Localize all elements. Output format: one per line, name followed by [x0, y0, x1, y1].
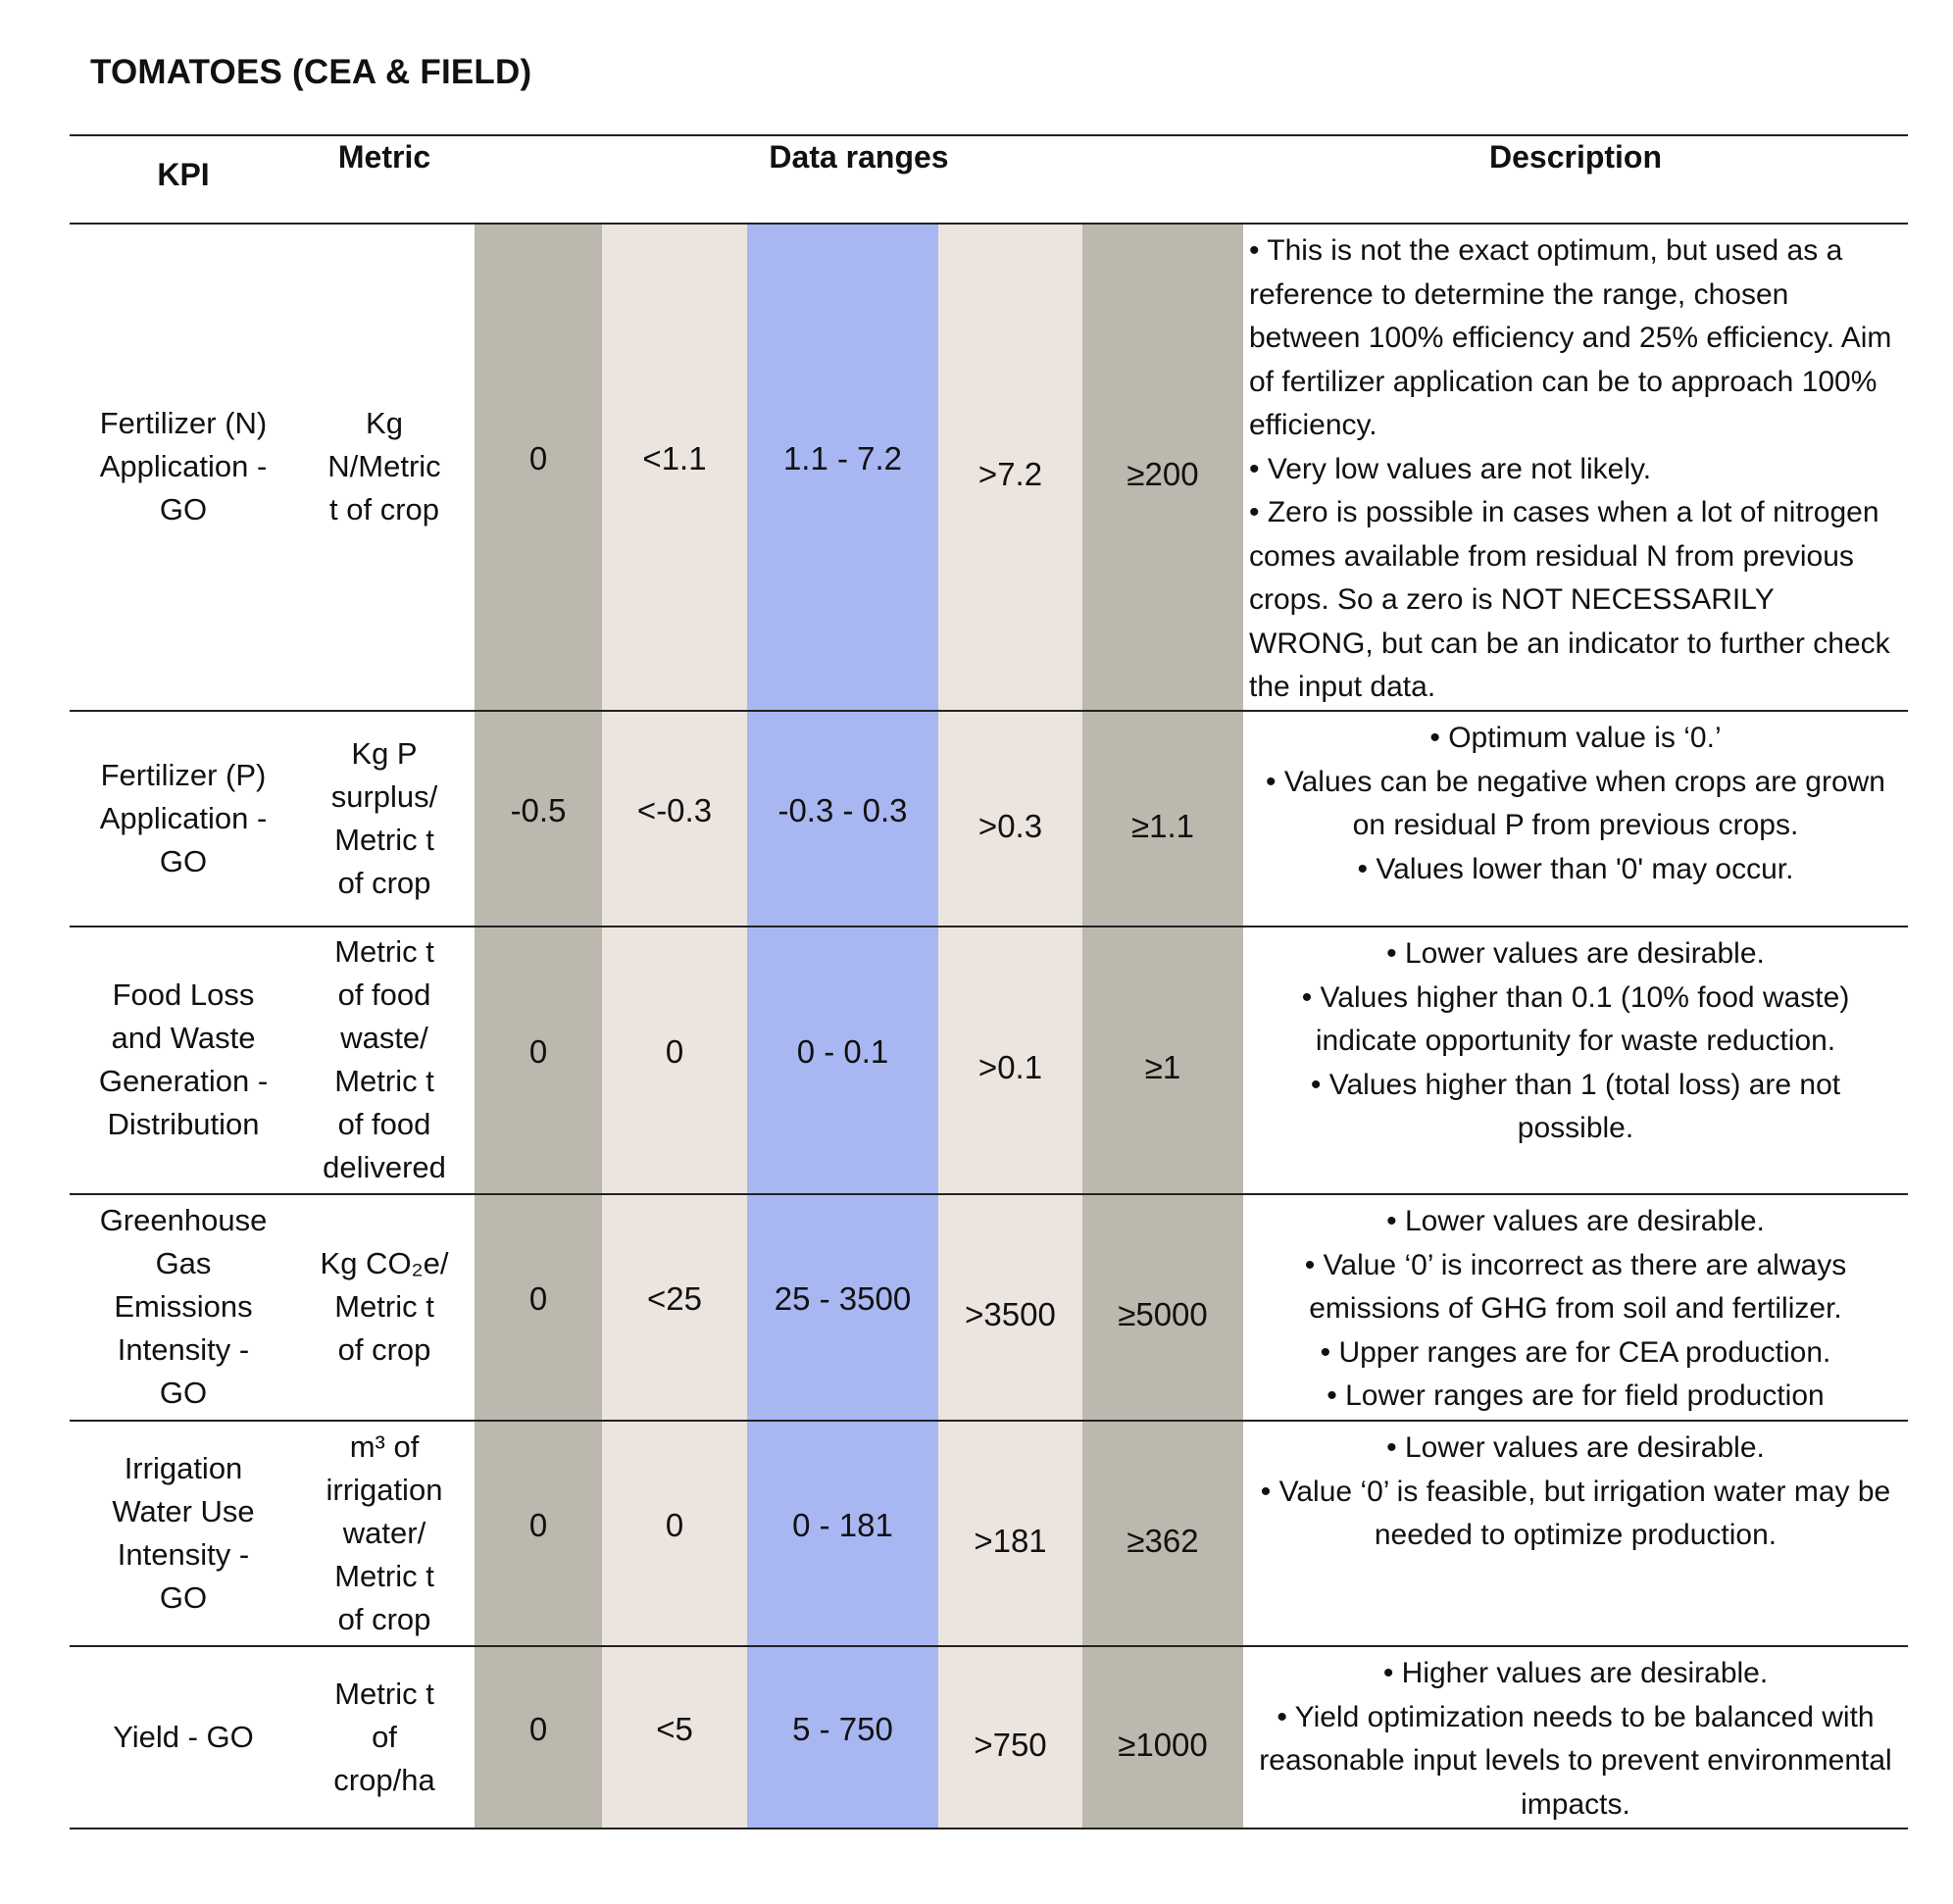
- text-line: • Yield optimization needs to be balanced with reasonable input levels to prevent environmental impacts.: [1259, 1700, 1892, 1821]
- text-line: Emissions: [114, 1289, 253, 1324]
- range-value-5: ≥1: [1144, 1049, 1181, 1085]
- text-line: • Very low values are not likely.: [1249, 452, 1652, 485]
- range-value-3: 1.1 - 7.2: [782, 440, 903, 476]
- text-line: Application -: [99, 800, 268, 835]
- text-line: Greenhouse: [99, 1203, 268, 1237]
- text-line: • Values higher than 1 (total loss) are not possible.: [1310, 1068, 1841, 1144]
- text-line: m³ of: [349, 1428, 420, 1464]
- header-data-ranges: Data ranges: [769, 139, 949, 175]
- text-line: • Value ‘0’ is incorrect as there are always emissions of GHG from soil and fertilizer.: [1304, 1248, 1847, 1325]
- text-line: • Lower ranges are for field production: [1327, 1379, 1825, 1412]
- range-value-5: ≥200: [1127, 456, 1199, 492]
- text-line: Kg P: [351, 735, 418, 771]
- text-line: Metric t: [334, 1676, 434, 1711]
- text-line: Metric t: [334, 1558, 434, 1593]
- range-value-4: >750: [974, 1726, 1047, 1763]
- text-line: Kg CO₂e/: [320, 1246, 449, 1280]
- range-value-2: 0: [665, 1033, 684, 1070]
- text-line: surplus/: [330, 778, 438, 814]
- text-line: • Values can be negative when crops are grown on residual P from previous crops.: [1266, 765, 1885, 841]
- text-line: GO: [159, 843, 208, 878]
- page-title: TOMATOES (CEA & FIELD): [90, 53, 532, 91]
- range-value-1: 0: [528, 1710, 548, 1747]
- range-value-3: 0 - 181: [792, 1506, 893, 1543]
- text-line: • Upper ranges are for CEA production.: [1320, 1335, 1831, 1369]
- text-line: • Lower values are desirable.: [1386, 1205, 1765, 1237]
- text-line: Fertilizer (N): [99, 406, 268, 440]
- header-kpi: KPI: [157, 157, 210, 192]
- range-value-3: 0 - 0.1: [796, 1033, 889, 1070]
- text-line: Food Loss: [112, 977, 255, 1012]
- kpi-cell: [70, 1646, 297, 1828]
- text-line: t of crop: [329, 492, 439, 526]
- text-line: • Higher values are desirable.: [1382, 1657, 1769, 1689]
- text-line: • Values lower than '0' may occur.: [1357, 852, 1794, 885]
- text-line: and Waste: [111, 1021, 256, 1055]
- range-value-5: ≥5000: [1118, 1296, 1208, 1332]
- range-value-1: 0: [528, 440, 548, 476]
- text-line: water/: [342, 1515, 426, 1550]
- text-line: Yield - GO: [113, 1719, 254, 1754]
- text-line: delivered: [323, 1150, 446, 1184]
- text-line: Fertilizer (P): [100, 757, 267, 792]
- range-value-4: >0.3: [977, 807, 1043, 844]
- description-cell: [1249, 1200, 1902, 1419]
- metric-cell: [296, 1646, 473, 1828]
- range-value-5: ≥362: [1127, 1522, 1199, 1559]
- text-line: • Value ‘0’ is feasible, but irrigation water may be needed to optimize production.: [1260, 1475, 1891, 1551]
- text-line: Intensity -: [117, 1536, 250, 1572]
- text-line: GO: [159, 1579, 208, 1615]
- range-value-3: 25 - 3500: [774, 1280, 912, 1317]
- text-line: Water Use: [112, 1493, 255, 1528]
- range-value-4: >7.2: [977, 456, 1043, 492]
- range-value-2: <5: [656, 1710, 693, 1747]
- metric-cell: [296, 1421, 473, 1645]
- metric-cell: [296, 1194, 473, 1420]
- text-line: • Lower values are desirable.: [1386, 937, 1765, 970]
- text-line: Application -: [99, 449, 268, 483]
- range-value-4: >0.1: [977, 1049, 1043, 1085]
- range-value-1: 0: [528, 1280, 548, 1317]
- text-line: • Values higher than 0.1 (10% food waste) indicate opportunity for waste reduction.: [1301, 980, 1850, 1057]
- kpi-cell: [70, 224, 297, 710]
- description-cell: [1249, 229, 1902, 710]
- header-description: Description: [1488, 139, 1663, 175]
- range-value-2: <25: [647, 1280, 702, 1317]
- description-cell: [1249, 1427, 1902, 1558]
- metric-cell: [296, 224, 473, 710]
- text-line: • Lower values are desirable.: [1386, 1431, 1765, 1464]
- text-line: GO: [159, 1376, 208, 1410]
- description-cell: [1249, 1652, 1902, 1827]
- metric-cell: [296, 927, 473, 1193]
- range-value-2: <-0.3: [636, 791, 713, 828]
- text-line: Kg: [366, 406, 403, 440]
- text-line: of crop: [337, 1601, 431, 1636]
- range-value-4: >3500: [965, 1296, 1056, 1332]
- range-value-4: >181: [974, 1522, 1047, 1559]
- range-value-2: 0: [665, 1506, 684, 1543]
- text-line: irrigation: [326, 1472, 443, 1507]
- range-value-3: 5 - 750: [792, 1710, 893, 1747]
- text-line: Metric t: [334, 1289, 434, 1324]
- description-cell: [1249, 932, 1902, 1151]
- range-value-1: 0: [528, 1506, 548, 1543]
- text-line: Intensity -: [117, 1332, 250, 1367]
- range-value-5: ≥1.1: [1131, 807, 1194, 844]
- kpi-cell: [70, 1194, 297, 1420]
- text-line: Generation -: [98, 1064, 269, 1098]
- text-line: of crop: [337, 865, 431, 900]
- range-value-1: 0: [528, 1033, 548, 1070]
- table-rule: [70, 134, 1908, 136]
- text-line: N/Metric: [327, 449, 441, 483]
- kpi-cell: [70, 1421, 297, 1645]
- text-line: Metric t: [334, 1064, 434, 1098]
- header-metric: Metric: [337, 139, 431, 175]
- text-line: • Zero is possible in cases when a lot of nitrogen comes available from residual N from previous crops. So a zero is NOT NECESSARILY WRONG, but can be an indicator to further check the input data.: [1249, 496, 1890, 703]
- kpi-cell: [70, 927, 297, 1193]
- text-line: of crop: [337, 1332, 431, 1367]
- text-line: of food: [337, 1107, 431, 1141]
- text-line: Metric t: [334, 822, 434, 857]
- text-line: Gas: [155, 1246, 212, 1280]
- text-line: Metric t: [334, 934, 434, 969]
- text-line: Distribution: [107, 1107, 260, 1141]
- metric-cell: [296, 711, 473, 926]
- range-value-3: -0.3 - 0.3: [777, 791, 908, 828]
- range-value-2: <1.1: [642, 440, 707, 476]
- kpi-cell: [70, 711, 297, 926]
- text-line: GO: [159, 492, 208, 526]
- text-line: Irrigation: [124, 1450, 243, 1485]
- range-value-5: ≥1000: [1118, 1726, 1208, 1763]
- text-line: crop/ha: [333, 1762, 435, 1797]
- text-line: waste/: [340, 1021, 428, 1055]
- text-line: • Optimum value is ‘0.’: [1429, 722, 1722, 754]
- text-line: of: [372, 1719, 397, 1754]
- range-value-1: -0.5: [510, 791, 567, 828]
- text-line: of food: [337, 977, 431, 1012]
- description-cell: [1249, 717, 1902, 891]
- text-line: • This is not the exact optimum, but used as a reference to determine the range, chosen between 100% efficiency and 25% efficiency. Aim of fertilizer application can be to approach 100% efficiency.: [1249, 234, 1892, 441]
